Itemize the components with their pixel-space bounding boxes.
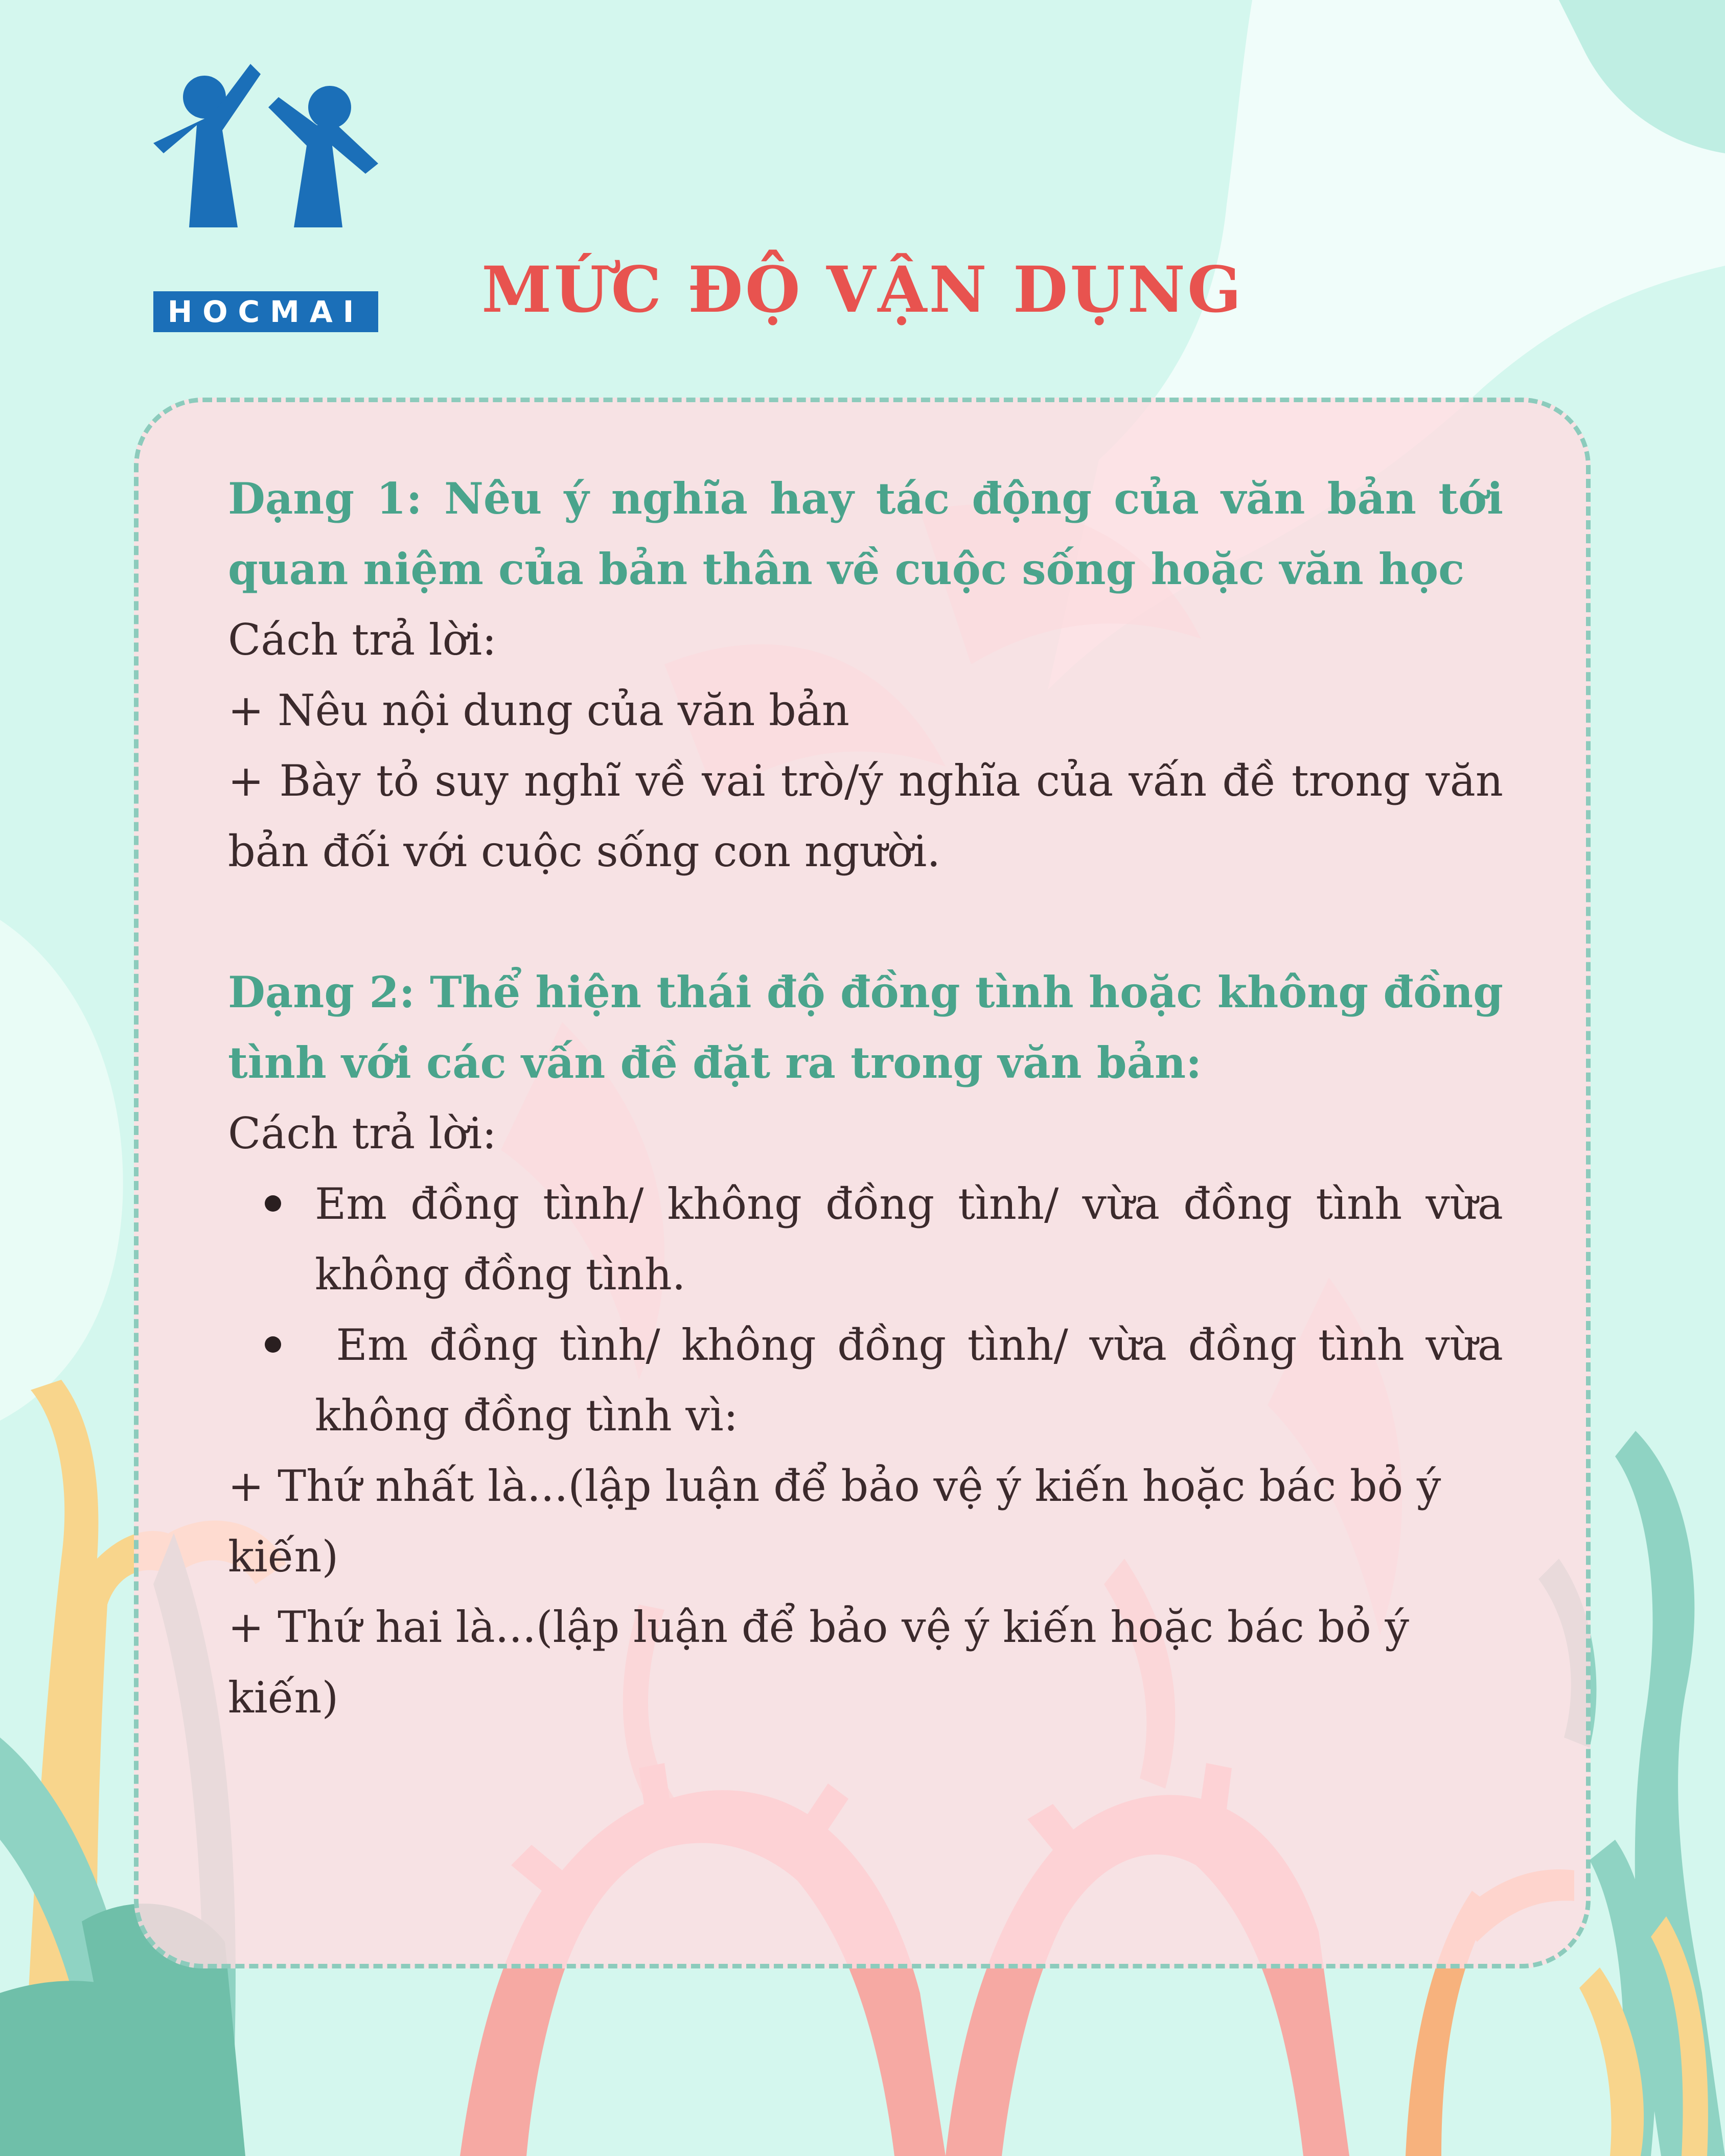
bullet-text: Em đồng tình/ không đồng tình/ vừa đồng tình vừa không đồng tình.	[315, 1179, 1503, 1300]
page-title: MỨC ĐỘ VẬN DỤNG	[481, 253, 1244, 327]
section-2-point-2: + Thứ hai là...(lập luận để bảo vệ ý kiến hoặc bác bỏ ý kiến)	[228, 1602, 1409, 1723]
section-2-answer-label: Cách trả lời:	[228, 1108, 497, 1158]
white-wave-left	[0, 920, 123, 1421]
section-2-bullet-list	[228, 1169, 1517, 1451]
section-1-answer-label: Cách trả lời:	[228, 615, 497, 665]
bullet-text: Em đồng tình/ không đồng tình/ vừa đồng tình vừa không đồng tình vì:	[315, 1320, 1517, 1441]
list-item	[228, 1310, 1517, 1451]
section-1-heading: Dạng 1: Nêu ý nghĩa hay tác động của văn bản tới quan niệm của bản thân về cuộc sống hoặc văn học	[228, 473, 1503, 594]
logo-wordmark: HOCMAI	[153, 291, 378, 332]
section-1-point-2: + Bày tỏ suy nghĩ về vai trò/ý nghĩa của vấn đề trong văn bản đối với cuộc sống con người.	[228, 756, 1503, 876]
card-content	[228, 463, 1517, 1733]
list-item	[228, 1169, 1503, 1310]
content-card	[134, 398, 1591, 1968]
section-2-point-1: + Thứ nhất là...(lập luận để bảo vệ ý kiến hoặc bác bỏ ý kiến)	[228, 1461, 1441, 1582]
section-2-heading: Dạng 2: Thể hiện thái độ đồng tình hoặc không đồng tình với các vấn đề đặt ra trong văn bản:	[228, 967, 1503, 1088]
hocmai-logo	[153, 59, 378, 329]
bullet-dot-icon	[265, 1195, 281, 1212]
bullet-dot-icon	[265, 1336, 281, 1353]
section-spacer	[228, 887, 1503, 957]
section-1-point-1: + Nêu nội dung của văn bản	[228, 685, 849, 735]
